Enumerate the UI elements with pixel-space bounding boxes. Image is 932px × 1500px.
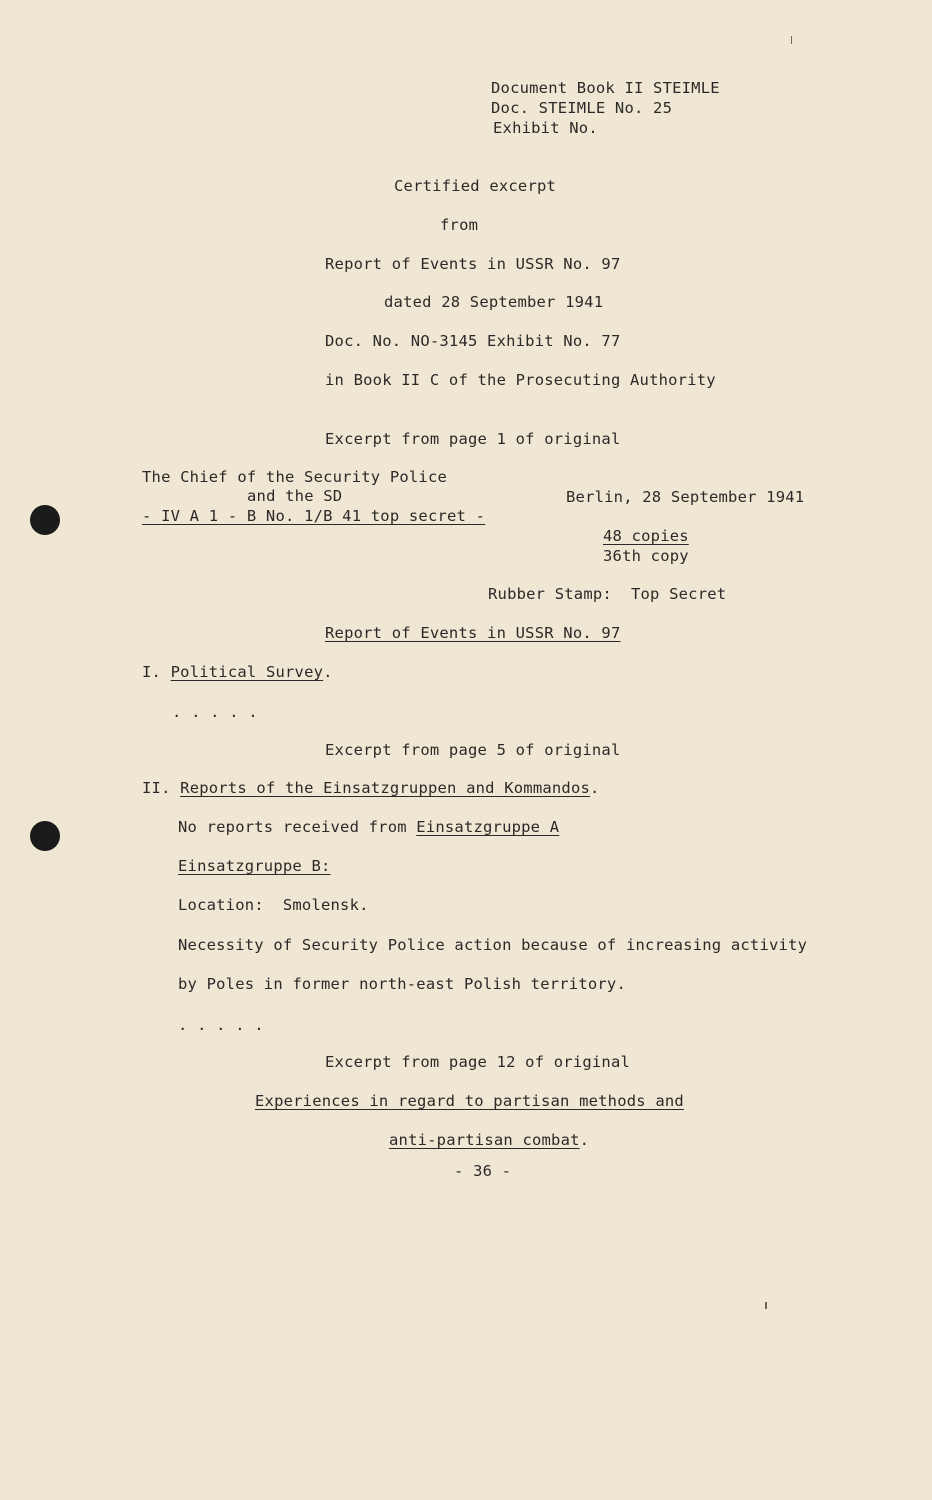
section-2-title: Reports of the Einsatzgruppen and Kommandos — [180, 779, 591, 797]
experiences-heading-period: . — [579, 1131, 590, 1149]
experiences-heading-line-1: Experiences in regard to partisan methods and — [255, 1092, 684, 1110]
section-2-heading — [142, 778, 600, 798]
punch-hole — [30, 505, 60, 535]
exhibit-label: Exhibit No. — [493, 119, 598, 137]
no-reports-line — [178, 817, 559, 837]
title-book-authority: in Book II C of the Prosecuting Authority — [325, 371, 716, 389]
omission-ellipsis: . . . . . — [172, 703, 258, 721]
copy-number: 36th copy — [603, 547, 689, 565]
title-doc-exhibit: Doc. No. NO-3145 Exhibit No. 77 — [325, 332, 621, 350]
section-1-numeral: I. — [142, 663, 162, 681]
title-date: dated 28 September 1941 — [384, 293, 604, 311]
title-from: from — [440, 216, 479, 234]
copies-count: 48 copies — [603, 527, 689, 545]
location-line: Location: Smolensk. — [178, 896, 369, 914]
report-heading: Report of Events in USSR No. 97 — [325, 624, 621, 642]
reference-number: - IV A 1 - B No. 1/B 41 top secret - — [142, 507, 486, 525]
doc-number-label: Doc. STEIMLE No. 25 — [491, 99, 673, 117]
necessity-line-2: by Poles in former north-east Polish territory. — [178, 975, 626, 993]
excerpt-page-1-label: Excerpt from page 1 of original — [325, 430, 621, 448]
paper-speck — [791, 36, 792, 44]
paper-speck — [765, 1302, 767, 1309]
page-number: - 36 - — [454, 1162, 512, 1180]
experiences-heading-text: anti-partisan combat — [389, 1131, 580, 1149]
necessity-line-1: Necessity of Security Police action because of increasing activity — [178, 936, 808, 954]
section-1-title: Political Survey — [170, 663, 324, 681]
section-2-period: . — [590, 779, 600, 797]
title-certified-excerpt: Certified excerpt — [394, 177, 557, 195]
omission-ellipsis: . . . . . — [178, 1016, 264, 1034]
einsatzgruppe-a-name: Einsatzgruppe A — [416, 818, 560, 836]
no-reports-text: No reports received from — [178, 818, 417, 836]
punch-hole — [30, 821, 60, 851]
section-1-heading — [142, 662, 333, 682]
sender-line-2: and the SD — [247, 487, 343, 505]
experiences-heading-line-2 — [389, 1130, 589, 1150]
section-2-numeral: II. — [142, 779, 171, 797]
title-report-name: Report of Events in USSR No. 97 — [325, 255, 621, 273]
section-1-period: . — [323, 663, 333, 681]
sender-line-1: The Chief of the Security Police — [142, 468, 448, 486]
place-date: Berlin, 28 September 1941 — [566, 488, 805, 506]
rubber-stamp-note: Rubber Stamp: Top Secret — [488, 585, 727, 603]
document-book-label: Document Book II STEIMLE — [491, 79, 720, 97]
excerpt-page-12-label: Excerpt from page 12 of original — [325, 1053, 631, 1071]
einsatzgruppe-b-heading: Einsatzgruppe B: — [178, 857, 331, 875]
excerpt-page-5-label: Excerpt from page 5 of original — [325, 741, 621, 759]
